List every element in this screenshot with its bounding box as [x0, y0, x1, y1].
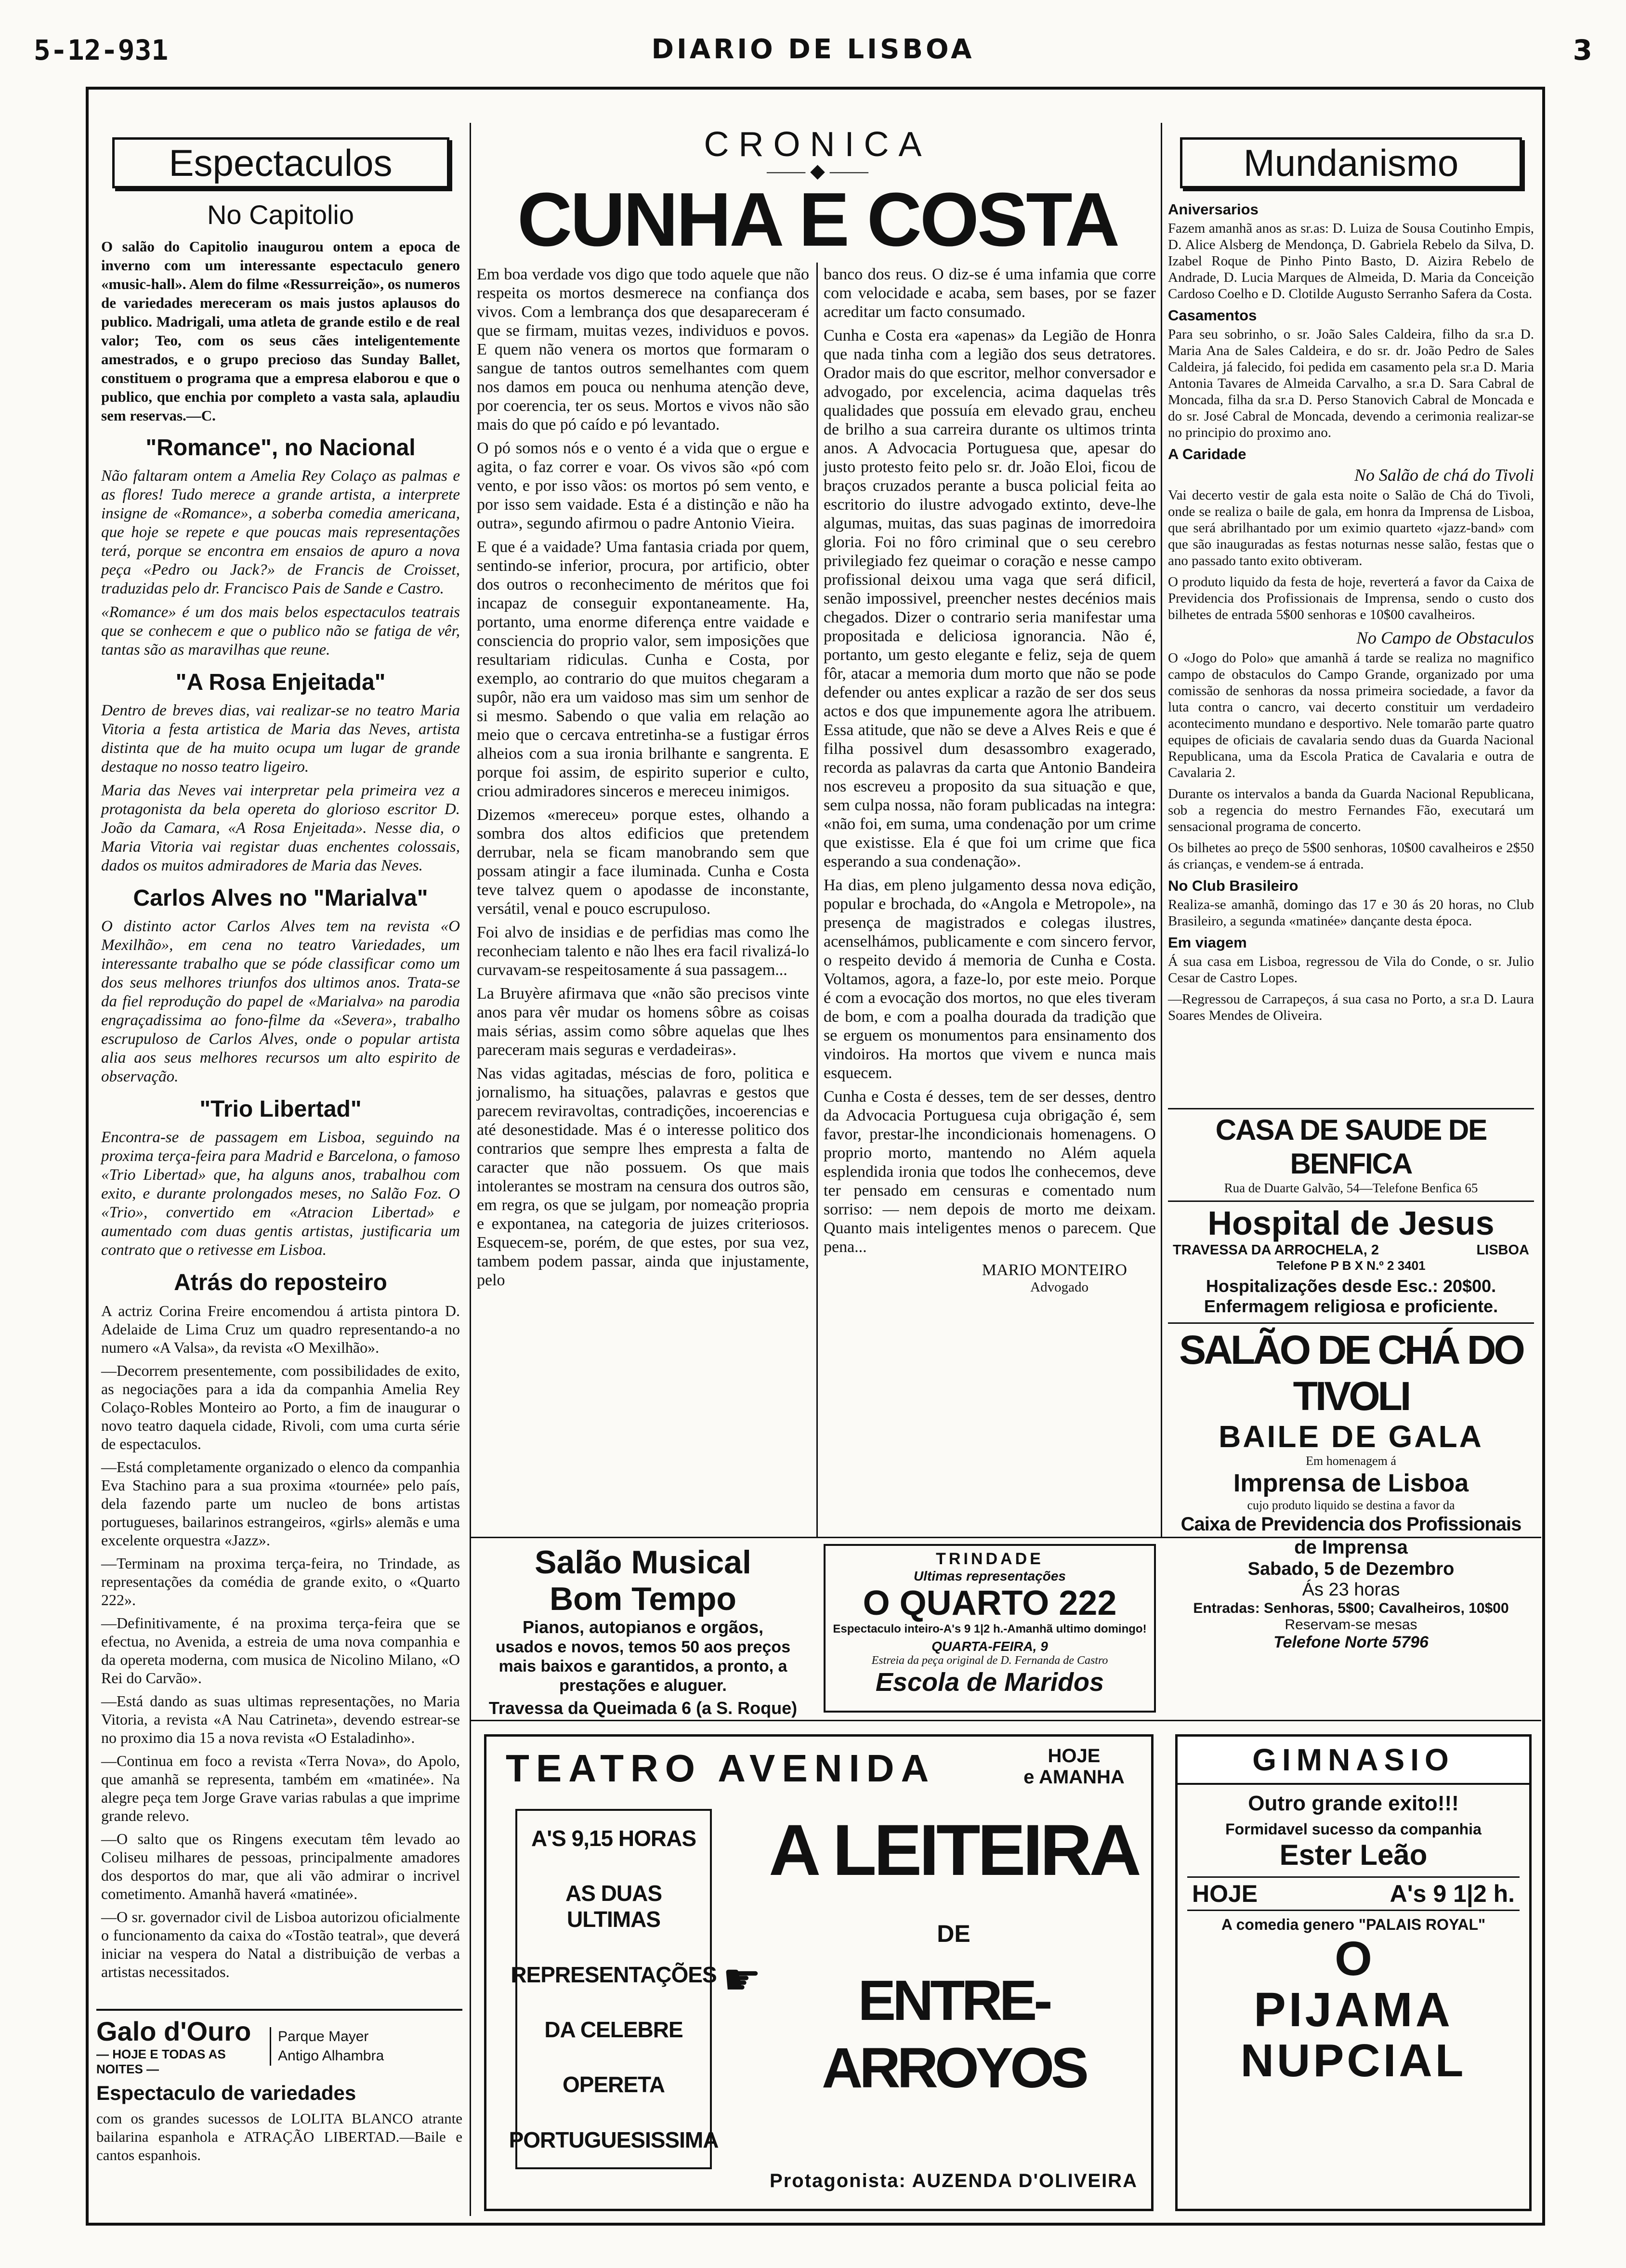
- salao-line-1: Salão Musical: [535, 1544, 751, 1581]
- casa-name: CASA DE SAUDE DE BENFICA: [1215, 1114, 1487, 1180]
- casa-saude-ad: [1168, 1108, 1534, 1196]
- tivoli-ad-prod: cujo produto liquido se destina a favor da: [1247, 1498, 1455, 1512]
- rosa-text-2: Maria das Neves vai interpretar pela primeira vez a protagonista da bela opereta do glorioso escritor D. João da Camara, «A Rosa Enjeitada». Nesse dia, o Maria Vitoria vai registar duas enchentes colossais, dados os muitos admiradores de Maria das Neves.: [101, 782, 460, 874]
- casamentos-heading: Casamentos: [1168, 307, 1257, 324]
- galo-douro-ad: [96, 2009, 462, 2211]
- tivoli-ad-name: SALÃO DE CHÁ DO TIVOLI: [1179, 1327, 1523, 1419]
- atras-text-5: —Definitivamente, é na proxima terça-feira que se efectua, no Avenida, a estreia de uma nova companhia e da opereta moderna, com musica de Nicolino Milano, «O Rei do Carvão».: [101, 1614, 460, 1687]
- atras-text-7: —Continua em foco a revista «Terra Nova», do Apolo, que amanhã se representa, também em «matinée». Na alegre peça tem Jorge Grave varias rabulas a que imprime grande relevo.: [101, 1752, 460, 1824]
- avenida-amanha: e AMANHA: [1023, 1767, 1125, 1788]
- salao-line-2: Bom Tempo: [550, 1581, 736, 1617]
- casa-addr: Rua de Duarte Galvão, 54—Telefone Benfica 65: [1224, 1181, 1478, 1195]
- column-rule: [816, 263, 818, 1537]
- gimnasio-hora: A's 9 1|2 h.: [1390, 1880, 1515, 1907]
- hospital-tel: Telefone P B X N.º 2 3401: [1276, 1258, 1426, 1273]
- cronica-a-5: Foi alvo de insidias e de perfidias mas como lhe reconheciam talento e não lhes era facil rivalizá-lo curvavam-se respeitosamente á sua passagem...: [477, 923, 809, 979]
- atras-heading: Atrás do reposteiro: [174, 1270, 387, 1295]
- romance-heading: "Romance", no Nacional: [145, 435, 416, 461]
- avenida-box-3: REPRESENTAÇÕES: [511, 1962, 717, 1987]
- pointing-hand-icon: ☛: [722, 1956, 761, 2004]
- trindade-estreia: Estreia da peça original de D. Fernanda de Castro: [871, 1654, 1108, 1667]
- tivoli-ad-hom: Em homenagem á: [1306, 1454, 1396, 1468]
- cronica-column-a: [477, 265, 809, 1534]
- cronica-a-6: La Bruyère afirmava que «não são precisos vinte anos para vêr mudar os homens sôbre as coisas mais sérias, assim como sôbre aquelas que lhes pareceram mais seguras e verdadeiras».: [477, 985, 809, 1059]
- galo-place-1: Parque Mayer: [278, 2028, 369, 2044]
- cronica-a-1: Em boa verdade vos digo que todo aquele que não respeita os mortos desmerece na confiança dos vivos. Com a lembrança dos que desapareceram é que se firmam, muitas vezes, individuos e povos. E quem não venera os mortos que formaram o sangue de tantos outros semelhantes com quem nos damos em pouca ou nenhuma atenção deve, por coerencia, ter os seus. Mortos e vivos não são mais do que pó caído e pó levantado.: [477, 265, 809, 434]
- cronica-a-2: O pó somos nós e o vento é a vida que o ergue e agita, o faz correr e voar. Os vivos são «pó com vento, e por isso vãos: os mortos pó sem vento, e por isso sem vaidade. Esta é a distinção e não ha outra», segundo afirmou o padre Antonio Vieira.: [477, 439, 809, 532]
- gimnasio-form: Formidavel sucesso da companhia: [1225, 1820, 1482, 1838]
- cronica-b-4: Cunha e Costa é desses, tem de ser desses, dentro da Advocacia Portuguesa cuja obrigação é, sem favor, prestar-lhe incondicionais homenagens. O proprio morto, mantendo no Além aquela esplendida ironia que todos lhe conhecemos, deve ter pensado em censuras e comentado num sorriso: — nem depois de morto me deixam. Quanto mais inteligentes menos o parecem. Que pena...: [824, 1088, 1156, 1256]
- salao-musical-ad: [484, 1544, 802, 1718]
- hospital-city: LISBOA: [1476, 1242, 1529, 1258]
- rosa-text-1: Dentro de breves dias, vai realizar-se no teatro Maria Vitoria a festa artistica de Maria das Neves, artista distinta que de ha muito ocupa um lugar de grande destaque no nosso teatro ligeiro.: [101, 702, 460, 776]
- salao-text-1: Pianos, autopianos e orgãos,: [522, 1617, 764, 1637]
- avenida-box-4: DA CELEBRE: [544, 2017, 683, 2043]
- atras-text-8: —O salto que os Ringens executam têm levado ao Coliseu milhares de pessoas, principalmente amadores dos desportos do mar, que ali vão admirar o incrivel cometimento. Amanhã haverá «matinée».: [101, 1830, 460, 1902]
- hospital-name: Hospital de Jesus: [1207, 1204, 1495, 1242]
- tivoli-ad-caixa-2: de Imprensa: [1294, 1537, 1408, 1558]
- romance-text-1: Não faltaram ontem a Amelia Rey Colaço as palmas e as flores! Tudo merece a grande artista, a interprete insigne de «Romance», a soberba comedia americana, que hoje se repete e que poucas mais representações terá, porque se encontra em ensaios de apuro a nova peça «Pedro ou Jack?» de Francis de Croisset, traduzidas pelo dr. Francisco Pais de Sande e Castro.: [101, 467, 460, 597]
- trio-text: Encontra-se de passagem em Lisboa, seguindo na proxima terça-feira para Madrid e Barcelona, o famoso «Trio Libertad» que, ha alguns anos, trabalhou com exito, e durante prolongados meses, no Salão Foz. O «Trio», convertido em «Atracion Libertad» e aumentado com duas gentis artistas, justificaria um contrato que o retivesse em Lisboa.: [101, 1129, 460, 1259]
- cronica-a-7: Nas vidas agitadas, méscias de foro, politica e jornalismo, ha situações, palavras e gestos que parecem reviravoltas, contradições, incoerencias e até desonestidade. Mas é o interesse politico dos contrarios que sempre lhes empresta a falta de caracter que não possuem. Os que mais intolerantes se mostram na censura dos outros são, em regra, os que se julgam, por nomeação propria e expontanea, na categoria de juizes criteriosos. Esquecem-se, porém, de que estes, por sua vez, tambem podem passar, ainda que injustamente, pelo: [477, 1065, 809, 1289]
- avenida-title-3: ENTRE-ARROYOS: [822, 1969, 1086, 2100]
- avenida-box-2: AS DUAS ULTIMAS: [565, 1881, 662, 1932]
- tivoli-ad-reservas: Reservam-se mesas: [1285, 1617, 1417, 1633]
- casamentos-text: Para seu sobrinho, o sr. João Sales Caldeira, filho da sr.a D. Maria Ana de Sales Caldeira, e do sr. dr. João Pedro de Sales Caldeira, já falecido, foi pedida em casamento pela sr.a D. Maria Antonia Tavares de Almeida Carvalho, a sr.a D. Sara Cabral de Moncada, filha da sr.a D. Perso Stanovich Cabral de Moncada e do sr. José Cabral de Moncada, devendo a cerimonia realizar-se no principio do proximo ano.: [1168, 327, 1534, 440]
- spectacles-column: [101, 137, 460, 2209]
- gimnasio-hoje: HOJE: [1192, 1880, 1258, 1907]
- gimnasio-nupcial: NUPCIAL: [1240, 2035, 1467, 2086]
- avenida-box-5: OPERETA: [563, 2072, 665, 2097]
- section-rule: [471, 1720, 1541, 1721]
- tivoli-subheading: No Salão de chá do Tivoli: [1354, 465, 1534, 485]
- atras-text-1: A actriz Corina Freire encomendou á artista pintora D. Adelaide de Lima Cruz um quadro representando-a no numero «A Valsa», da revista «O Mexilhão».: [101, 1302, 460, 1356]
- gimnasio-name: GIMNASIO: [1178, 1737, 1529, 1785]
- campo-subheading: No Campo de Obstaculos: [1356, 628, 1534, 647]
- atras-text-6: —Está dando as suas ultimas representações, no Maria Vitoria, a revista «A Nau Catrineta», devendo estrear-se no proximo dia 15 a nova revista «O Estaladinho».: [101, 1692, 460, 1746]
- cronica-a-3: E que é a vaidade? Uma fantasia criada por quem, sentindo-se inferior, procura, por artificio, obter dos outros o reconhecimento de méritos que foi incapaz de conseguir expontaneamente. Ha, portanto, uma enorme diferença entre vaidade e consciencia do proprio valor, sem imposições que resultariam ridiculas. Cunha e Costa, por exemplo, ao contrario do que muitos chegaram a supôr, não era um vaidoso mas sim um senhor de si mesmo. Sabendo o que valia em relação ao meio que o cercava entretinha-se a fustigar érros alheios com a sua ironia brilhante e sangrenta. E porque foi assim, de espirito superior e culto, criou admiradores sinceros e mereceu inimigos.: [477, 538, 809, 800]
- cronica-b-3: Ha dias, em pleno julgamento dessa nova edição, popular e brochada, do «Angola e Metropole», na presença de magistrados e colegas ilustres, acenselhámos, publicamente e com sincero fervor, o respeito devido á memoria de Cunha e Costa. Voltamos, agora, a faze-lo, por este meio. Porque é com a evocação dos mortos, no que eles tiveram de bom, e com a poalha dourada da tradição que se erguem os monumentos para ensinamento dos vindoiros. Ha mortos que vivem e nunca mais esquecem.: [824, 876, 1156, 1082]
- avenida-title-2: DE: [937, 1920, 970, 1947]
- tivoli-ad-tel: Telefone Norte 5796: [1273, 1633, 1429, 1651]
- avenida-title-1: A LEITEIRA: [769, 1809, 1139, 1890]
- capitolio-heading: No Capitolio: [207, 199, 354, 230]
- trindade-ad: [824, 1544, 1156, 1713]
- cronica-b-1: banco dos reus. O diz-se é uma infamia que corre com velocidade e acaba, sem bases, por se fazer acreditar um facto consumado.: [824, 265, 1156, 321]
- gimnasio-pijama: PIJAMA: [1254, 1983, 1453, 2037]
- cronica-b-2: Cunha e Costa era «apenas» da Legião de Honra que nada tinha com a legião dos seus detratores. Orador mais do que escritor, melhor conversador e advogado, por excelencia, acima daquelas três qualidades que possuía em elevado grau, encheu de brilho a sua carreira durante os ultimos trinta anos. A Advocacia Portuguesa que, apesar do justo protesto feito pelo sr. dr. João Eloi, ficou de braços cruzados perante a busca policial feita ao escritorio do ilustre advogado extinto, deve-lhe algumas, muitas, das suas paginas de imorredoira gloria. Foi no fôro criminal que o seu cerebro privilegiado fez queimar o coração e nesse campo profissional deixou uma vaga que será dificil, senão impossivel, preencher nestes decénios mais chegados. Dizer o contrario seria manifestar uma propositada e deliciosa ignorancia. Não é, portanto, um gesto elegante e feliz, seja de quem fôr, atacar a memoria dum morto que não se pode defender ou antes explicar a razão de ser dos seus actos e dos que impunemente agora lhe atribuem. Essa atitude, que não se deve a Alves Reis e que é filha possivel dum desassombro exagerado, recorda as palavras da carta que Antonio Bandeira nos escreveu a proposito da sua situação e que, sem culpa nossa, não foram publicadas na integra: «não foi, em suma, uma condenação por um crime que existisse. Ela é que foi um crime que fica esperando a sua condenação».: [824, 327, 1156, 870]
- ornament-rule: —— ◆ ——: [767, 160, 868, 182]
- hospital-enf: Enfermagem religiosa e proficiente.: [1204, 1296, 1498, 1316]
- hospital-hosp: Hospitalizações desde Esc.: 20$00.: [1206, 1276, 1496, 1296]
- avenida-hoje: HOJE: [1048, 1745, 1101, 1767]
- galo-sub: Espectaculo de variedades: [96, 2082, 356, 2104]
- cronica-heading-block: [477, 125, 1158, 265]
- aniversarios-heading: Aniversarios: [1168, 201, 1259, 218]
- galo-name: Galo d'Ouro: [96, 2016, 251, 2046]
- salao-text-2: usados e novos, temos 50 aos preços mais baixos e garantidos, a pronto, a prestações e aluguer.: [495, 1638, 791, 1695]
- campo-text-1: O «Jogo do Polo» que amanhã á tarde se realiza no magnifico campo de obstaculos do Campo Grande, organizado por uma comissão de senhoras da nossa primeira sociedade, a favor da luta contra o cancro, vai decerto constituir um verdadeiro acontecimento mundano e desportivo. Nele tomarão parte quatro equipes de oficiais de cavalaria sendo duas da Guarda Nacional Republicana, uma da Escola Pratica de Cavalaria e outra de Cavalaria 2.: [1168, 650, 1534, 780]
- caridade-heading: A Caridade: [1168, 446, 1246, 462]
- trindade-escola: Escola de Maridos: [875, 1668, 1104, 1697]
- campo-text-3: Os bilhetes ao preço de 5$00 senhoras, 10$00 cavalheiros e 2$50 ás crianças, e vendem-se á entrada.: [1168, 840, 1534, 872]
- cronica-author-role: Advogado: [1030, 1279, 1088, 1295]
- aniversarios-text: Fazem amanhã anos as sr.as: D. Luiza de Sousa Coutinho Empis, D. Alice Alsberg de Mendonça, D. Gabriela Rebelo da Silva, D. Izabel Roque de Pinho Pinto Basto, D. Aizira Rebelo de Andrade, D. Lucia Marques de Almeida, D. Maria da Conceição Cardoso Coelho e D. Clotilde Augusto Serranho Safera da Costa.: [1168, 221, 1534, 302]
- viagem-text-2: —Regressou de Carrapeços, á sua casa no Porto, a sr.a D. Laura Soares Mendes de Oliveira.: [1168, 991, 1534, 1023]
- cronica-a-4: Dizemos «mereceu» porque estes, olhando a sombra dos altos edificios que pretendem derrubar, nela se ficam manobrando sem que possam atingir a face iluminada. Cunha e Costa teve talvez quem o apodasse de inconstante, versátil, venal e pouco escrupuloso.: [477, 806, 809, 918]
- atras-text-9: —O sr. governador civil de Lisboa autorizou oficialmente o funcionamento da caixa do «Tostão teatral», que deverá iniciar na vespera do Natal a distribuição de verbas a artistas necessitados.: [101, 1908, 460, 1980]
- column-rule: [470, 123, 471, 2216]
- gimnasio-o: O: [1335, 1932, 1372, 1986]
- rosa-heading: "A Rosa Enjeitada": [175, 670, 386, 695]
- club-text: Realiza-se amanhã, domingo das 17 e 30 ás 20 horas, no Club Brasileiro, a segunda «matinée» dançante desta época.: [1168, 897, 1534, 929]
- trio-heading: "Trio Libertad": [199, 1096, 362, 1122]
- cronica-author: MARIO MONTEIRO: [982, 1261, 1127, 1279]
- mundanismo-column: [1168, 137, 1534, 1101]
- gimnasio-ester: Ester Leão: [1279, 1839, 1428, 1871]
- viagem-text-1: Á sua casa em Lisboa, regressou de Vila do Conde, o sr. Julio Cesar de Castro Lopes.: [1168, 954, 1534, 986]
- avenida-box: [509, 1809, 719, 2169]
- cronica-kicker: CRONICA: [704, 125, 931, 164]
- trindade-ult: Ultimas representações: [914, 1569, 1066, 1583]
- capitolio-text: O salão do Capitolio inaugurou ontem a epoca de inverno com um interessante espectaculo genero «music-hall». Alem do filme «Ressurreição», os numeros de variedades mereceram os mais justos aplausos do publico. Madrigali, uma atleta de grande estilo e de real valor; Teo, com os seus cães inteligentemente amestrados, e o grupo precioso das Sunday Ballet, constituem o programa que a empresa elaborou e que o publico, que enchia por completo a vasta sala, aplaudiu sem reservas.—C.: [101, 238, 460, 424]
- tivoli-text-2: O produto liquido da festa de hoje, reverterá a favor da Caixa de Previdencia dos Profissionais de Imprensa, sendo o custo dos bilhetes de entrada 5$00 senhoras e 10$00 cavalheiros.: [1168, 574, 1534, 622]
- avenida-box-1: A'S 9,15 HORAS: [531, 1826, 696, 1851]
- page-number: 3: [1573, 34, 1592, 66]
- avenida-box-6: PORTUGUESISSIMA: [509, 2127, 719, 2152]
- trindade-esp: Espectaculo inteiro-A's 9 1|2 h.-Amanhã ultimo domingo!: [833, 1622, 1147, 1635]
- atras-text-3: —Está completamente organizado o elenco da companhia Eva Stachino para a sua proxima «tournée» pelo país, dela fazendo parte um nucleo de bons artistas portugueses, bailarinos estrangeiros, «girls» alemãs e uma excelente orquestra «Jazz».: [101, 1458, 460, 1549]
- tivoli-ad-date: Sabado, 5 de Dezembro: [1247, 1559, 1455, 1579]
- tivoli-ad-baile: BAILE DE GALA: [1219, 1419, 1483, 1454]
- campo-text-2: Durante os intervalos a banda da Guarda Nacional Republicana, sob a regencia do mestro Fernandes Fão, executará um sensacional programa de concerto.: [1168, 786, 1534, 834]
- salao-addr: Travessa da Queimada 6 (a S. Roque): [488, 1698, 798, 1718]
- tivoli-ad-imp: Imprensa de Lisboa: [1233, 1469, 1469, 1497]
- avenida-ad: [484, 1734, 1154, 2211]
- gimnasio-comedia: A comedia genero "PALAIS ROYAL": [1221, 1916, 1486, 1933]
- tivoli-ad-entradas: Entradas: Senhoras, 5$00; Cavalheiros, 10$00: [1193, 1600, 1509, 1616]
- cronica-title: CUNHA E COSTA: [517, 177, 1118, 262]
- tivoli-ad-hora: Ás 23 horas: [1302, 1580, 1400, 1600]
- cronica-column-b: [824, 265, 1156, 1534]
- romance-text-2: «Romance» é um dos mais belos espectaculos teatrais que se conhecem e que o publico não se fatiga de vêr, tantas são as maravilhas que reune.: [101, 604, 460, 659]
- galo-place-2: Antigo Alhambra: [278, 2047, 384, 2064]
- carlos-heading: Carlos Alves no "Marialva": [133, 885, 428, 911]
- right-ads: [1168, 1108, 1534, 1651]
- trindade-name: TRINDADE: [936, 1550, 1044, 1568]
- viagem-heading: Em viagem: [1168, 934, 1247, 951]
- issue-date: 5-12-931: [34, 34, 169, 66]
- avenida-name: TEATRO AVENIDA: [506, 1747, 936, 1790]
- galo-nights: — HOJE E TODAS AS NOITES —: [96, 2047, 226, 2076]
- tivoli-ad-caixa-1: Caixa de Previdencia dos Profissionais: [1180, 1514, 1521, 1535]
- tivoli-ad: [1168, 1322, 1534, 1652]
- hospital-addr: TRAVESSA DA ARROCHELA, 2: [1173, 1242, 1379, 1258]
- section-title-mundanismo: Mundanismo: [1180, 137, 1522, 188]
- trindade-qf: QUARTA-FEIRA, 9: [931, 1639, 1048, 1654]
- trindade-show: O QUARTO 222: [863, 1584, 1117, 1622]
- hospital-ad: [1168, 1200, 1534, 1317]
- club-heading: No Club Brasileiro: [1168, 877, 1298, 894]
- gimnasio-ad: [1175, 1734, 1532, 2211]
- galo-text: com os grandes sucessos de LOLITA BLANCO atrante bailarina espanhola e ATRAÇÃO LIBERTAD.—Baile e cantos espanhois.: [96, 2110, 462, 2163]
- masthead: [0, 34, 1626, 67]
- paper-name: DIARIO DE LISBOA: [651, 34, 975, 65]
- atras-text-4: —Terminam na proxima terça-feira, no Trindade, as representações da comédia de grande exito, o «Quarto 222».: [101, 1555, 460, 1609]
- tivoli-text-1: Vai decerto vestir de gala esta noite o Salão de Chá do Tivoli, onde se realiza o baile de gala, em honra da Imprensa de Lisboa, que será abrilhantado por um eximio quarteto «jazz-band» com que são inauguradas as festas noturnas nesse salão, festas que o ano passado tanto exito obtiveram.: [1168, 488, 1534, 568]
- carlos-text: O distinto actor Carlos Alves tem na revista «O Mexilhão», em cena no teatro Variedades, um interessante trabalho que se póde classificar como um dos seus melhores triunfos dos ultimos anos. Trata-se da fiel reprodução do papel de «Marialva» na parodia engraçadissima ao fono-filme da «Severa», trabalho escrupuloso de Carlos Alves, onde o popular artista alia aos seus melhores recursos um alto espirito de observação.: [101, 918, 460, 1085]
- gimnasio-exito: Outro grande exito!!!: [1248, 1792, 1459, 1815]
- avenida-protagonist: Protagonista: AUZENDA D'OLIVEIRA: [770, 2170, 1138, 2191]
- atras-text-2: —Decorrem presentemente, com possibilidades de exito, as negociações para a ida da companhia Amelia Rey Colaço-Robles Monteiro ao Porto, a fim de inaugurar o novo teatro daquela cidade, Rivoli, com uma curta série de espectaculos.: [101, 1362, 460, 1452]
- column-rule: [1161, 123, 1162, 1537]
- section-title-espectaculos: Espectaculos: [112, 137, 449, 188]
